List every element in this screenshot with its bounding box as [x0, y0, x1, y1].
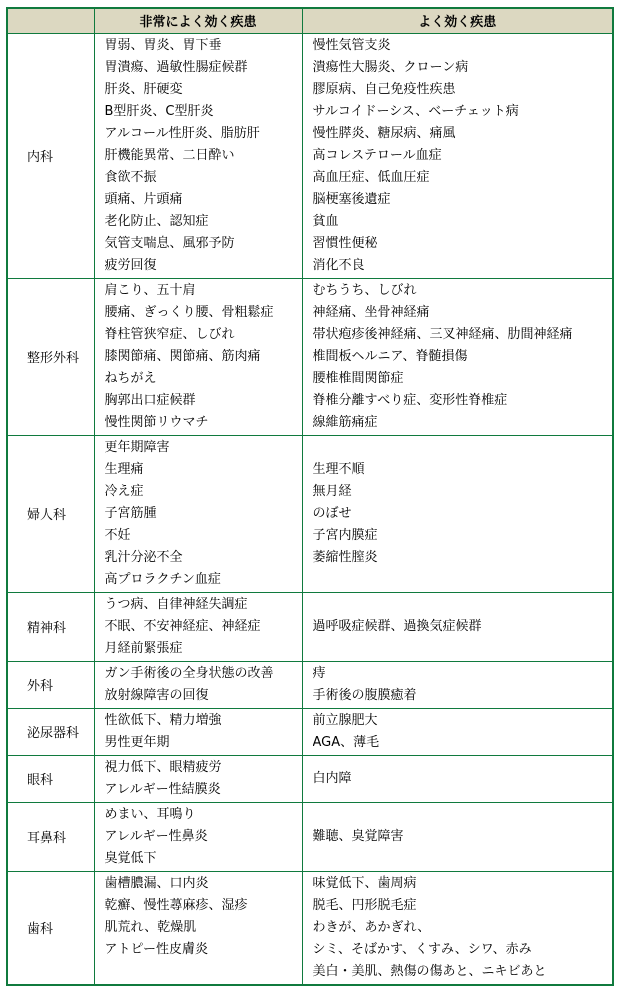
table-row	[7, 278, 613, 435]
disease-line: 食欲不振	[104, 169, 157, 185]
disease-line: アレルギー性鼻炎	[104, 828, 208, 844]
department-label: 泌尿器科	[7, 708, 94, 755]
disease-line: 腰痛、ぎっくり腰、骨粗鬆症	[104, 304, 274, 320]
disease-line: 味覚低下、歯周病	[312, 875, 417, 891]
effective-cell	[302, 802, 613, 871]
table-row	[7, 33, 613, 278]
disease-line: 冷え症	[104, 483, 144, 499]
efficacy-table	[6, 7, 614, 986]
disease-line: 子宮内膜症	[312, 527, 378, 543]
disease-line: 頭痛、片頭痛	[104, 191, 183, 207]
table-row	[7, 592, 613, 661]
disease-line: 高血圧症、低血圧症	[312, 169, 430, 185]
disease-line: 習慣性便秘	[312, 235, 378, 251]
department-label: 婦人科	[7, 435, 94, 592]
disease-line: むちうち、しびれ	[312, 282, 417, 298]
disease-line: 老化防止、認知症	[104, 213, 209, 229]
very-effective-cell	[94, 435, 302, 592]
disease-line: AGA、薄毛	[312, 734, 380, 750]
disease-line: 乾癬、慢性蕁麻疹、湿疹	[104, 897, 248, 913]
effective-cell	[302, 755, 613, 802]
disease-line: 美白・美肌、熱傷の傷あと、ニキビあと	[312, 963, 547, 979]
disease-line: 放射線障害の回復	[104, 687, 209, 703]
header-department-empty	[7, 8, 94, 33]
disease-line: アトピー性皮膚炎	[104, 941, 208, 957]
disease-line: 痔	[312, 665, 326, 681]
disease-line: 脊椎分離すべり症、変形性脊椎症	[312, 392, 508, 408]
disease-line: 白内障	[312, 770, 352, 786]
effective-cell	[302, 278, 613, 435]
disease-line: B型肝炎、C型肝炎	[104, 103, 214, 119]
disease-line: アルコール性肝炎、脂肪肝	[104, 125, 260, 141]
disease-line: 高コレステロール血症	[312, 147, 442, 163]
very-effective-cell	[94, 278, 302, 435]
table-row	[7, 435, 613, 592]
table-row	[7, 755, 613, 802]
header-very-effective: 非常によく効く疾患	[94, 8, 302, 33]
header-row	[7, 8, 613, 33]
very-effective-cell	[94, 661, 302, 708]
disease-line: 肌荒れ、乾燥肌	[104, 919, 197, 935]
disease-line: 更年期障害	[104, 439, 170, 455]
effective-cell	[302, 435, 613, 592]
disease-line: 胃弱、胃炎、胃下垂	[104, 37, 222, 53]
disease-line: 高プロラクチン血症	[104, 571, 221, 587]
department-label: 精神科	[7, 592, 94, 661]
department-label: 歯科	[7, 871, 94, 985]
disease-line: 帯状疱疹後神経痛、三叉神経痛、肋間神経痛	[312, 326, 573, 342]
very-effective-cell	[94, 33, 302, 278]
disease-line: 不妊	[104, 527, 131, 543]
disease-line: 胃潰瘍、過敏性腸症候群	[104, 59, 248, 75]
department-label: 耳鼻科	[7, 802, 94, 871]
disease-line: 前立腺肥大	[312, 712, 378, 728]
table-body	[7, 33, 613, 985]
disease-line: サルコイドーシス、ベーチェット病	[312, 103, 519, 119]
disease-line: 胸郭出口症候群	[104, 392, 196, 408]
disease-line: 疲労回復	[104, 257, 157, 273]
very-effective-cell	[94, 802, 302, 871]
disease-line: シミ、そばかす、くすみ、シワ、赤み	[312, 941, 532, 957]
disease-line: めまい、耳鳴り	[104, 806, 196, 822]
disease-line: 肩こり、五十肩	[104, 282, 196, 298]
effective-cell	[302, 871, 613, 985]
table-row	[7, 871, 613, 985]
very-effective-cell	[94, 708, 302, 755]
effective-cell	[302, 661, 613, 708]
effective-cell	[302, 33, 613, 278]
disease-line: 神経痛、坐骨神経痛	[312, 304, 430, 320]
disease-line: ガン手術後の全身状態の改善	[104, 665, 274, 681]
disease-line: 歯槽膿漏、口内炎	[104, 875, 209, 891]
disease-line: 不眠、不安神経症、神経症	[104, 618, 261, 634]
table-row	[7, 661, 613, 708]
disease-line: 膠原病、自己免疫性疾患	[312, 81, 456, 97]
disease-line: 難聴、臭覚障害	[312, 828, 404, 844]
very-effective-cell	[94, 592, 302, 661]
disease-line: 視力低下、眼精疲労	[104, 759, 222, 775]
disease-line: ねちがえ	[104, 370, 157, 386]
effective-cell	[302, 708, 613, 755]
table-header	[7, 8, 613, 33]
disease-line: 肝機能異常、二日酔い	[104, 147, 235, 163]
disease-line: 慢性気管支炎	[312, 37, 391, 53]
disease-line: 生理不順	[312, 461, 365, 477]
disease-line: 消化不良	[312, 257, 365, 273]
disease-line: 線維筋痛症	[312, 414, 378, 430]
table-row	[7, 802, 613, 871]
disease-line: 気管支喘息、風邪予防	[104, 235, 235, 251]
effective-cell	[302, 592, 613, 661]
disease-line: のぼせ	[312, 505, 352, 521]
very-effective-cell	[94, 871, 302, 985]
disease-line: 慢性膵炎、糖尿病、痛風	[312, 125, 456, 141]
disease-line: 脊柱管狭窄症、しびれ	[104, 326, 235, 342]
disease-line: アレルギー性結膜炎	[104, 781, 221, 797]
header-effective: よく効く疾患	[302, 8, 613, 33]
disease-line: うつ病、自律神経失調症	[104, 596, 248, 612]
disease-line: 子宮筋腫	[104, 505, 157, 521]
department-label: 内科	[7, 33, 94, 278]
disease-line: 性欲低下、精力増強	[104, 712, 222, 728]
disease-line: 萎縮性膣炎	[312, 549, 378, 565]
disease-line: 椎間板ヘルニア、脊髄損傷	[312, 348, 468, 364]
disease-line: 生理痛	[104, 461, 144, 477]
department-label: 眼科	[7, 755, 94, 802]
disease-line: 貧血	[312, 213, 339, 229]
disease-line	[105, 961, 298, 983]
disease-line: 乳汁分泌不全	[104, 549, 183, 565]
very-effective-cell	[94, 755, 302, 802]
department-label: 整形外科	[7, 278, 94, 435]
disease-line: 肝炎、肝硬変	[104, 81, 183, 97]
disease-line: 手術後の腹膜癒着	[312, 687, 417, 703]
disease-line: 潰瘍性大腸炎、クローン病	[312, 59, 469, 75]
department-label: 外科	[7, 661, 94, 708]
disease-line: 臭覚低下	[104, 850, 157, 866]
disease-line: 脳梗塞後遺症	[312, 191, 391, 207]
disease-line: 膝関節痛、関節痛、筋肉痛	[104, 348, 261, 364]
disease-line: 過呼吸症候群、過換気症候群	[312, 618, 482, 634]
disease-line: 脱毛、円形脱毛症	[312, 897, 417, 913]
disease-line: 慢性関節リウマチ	[104, 414, 209, 430]
disease-line: 男性更年期	[104, 734, 170, 750]
table-row	[7, 708, 613, 755]
disease-line: わきが、あかぎれ、	[312, 919, 431, 935]
disease-line: 腰椎椎間関節症	[312, 370, 404, 386]
disease-line: 月経前緊張症	[104, 640, 183, 656]
disease-line: 無月経	[312, 483, 352, 499]
